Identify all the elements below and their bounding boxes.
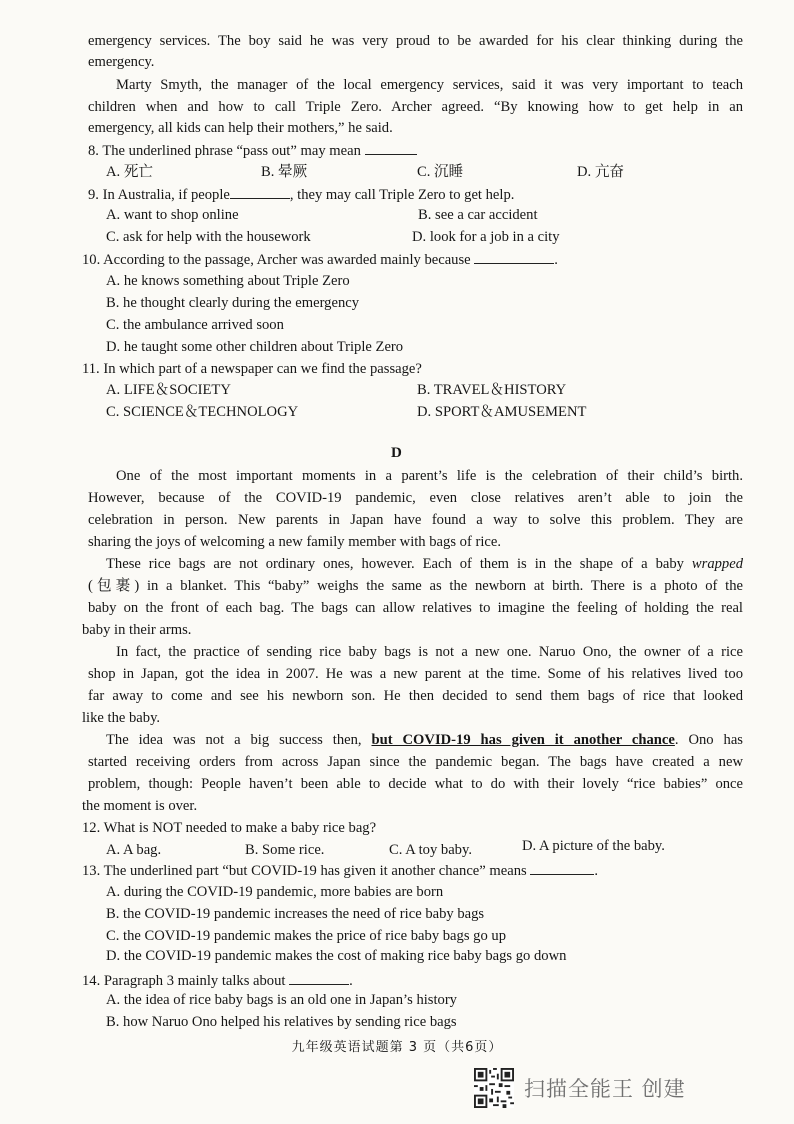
passage-c-line: Marty Smyth, the manager of the local emergency services, said it was very important to teach (116, 77, 743, 93)
page-footer: 九年级英语试题第 3 页（共6页） (291, 1040, 503, 1055)
q10-option-a: A. he knows something about Triple Zero (106, 273, 350, 289)
underlined-phrase: but COVID-19 has given it another chance (371, 732, 675, 748)
answer-blank (289, 970, 349, 985)
qr-code-icon (474, 1068, 514, 1108)
q14-option-a: A. the idea of rice baby bags is an old one in Japan’s history (106, 992, 457, 1008)
q8-option-b: B. 晕厥 (261, 164, 308, 180)
q12-option-c: C. A toy baby. (389, 842, 472, 858)
q8-option-c: C. 沉睡 (417, 164, 464, 180)
q9-option-b: B. see a car accident (418, 207, 538, 223)
passage-d-line: One of the most important moments in a parent’s life is the celebration of their child’s birth. (116, 468, 743, 484)
q8-option-d: D. 亢奋 (577, 164, 625, 180)
passage-c-line: emergency, all kids can help their mothers,” he said. (88, 120, 393, 136)
q13-option-d: D. the COVID-19 pandemic makes the cost of making rice baby bags go down (106, 948, 567, 964)
passage-c-line: emergency services. The boy said he was very proud to be awarded for his clear thinking during the (88, 33, 743, 49)
watermark-text: 扫描全能王 创建 (524, 1077, 686, 1101)
q10-option-d: D. he taught some other children about Triple Zero (106, 339, 404, 355)
q14-option-b: B. how Naruo Ono helped his relatives by sending rice bags (106, 1014, 457, 1030)
q9-option-a: A. want to shop online (106, 207, 239, 223)
passage-d-line: far away to come and see his newborn son. He then decided to send them bags of rice that looked (88, 688, 743, 704)
question-8-stem: 8. The underlined phrase “pass out” may mean (88, 140, 417, 161)
passage-d-line: However, because of the COVID-19 pandemic, even close relatives aren’t able to join the (88, 490, 743, 506)
q12-option-a: A. A bag. (106, 842, 162, 858)
answer-blank (230, 184, 290, 199)
passage-d-line: baby in their arms. (82, 622, 192, 638)
q10-option-c: C. the ambulance arrived soon (106, 317, 284, 333)
question-14-stem: 14. Paragraph 3 mainly talks about . (82, 970, 353, 991)
passage-d-line: (包裹) in a blanket. This “baby” weighs the same as the newborn at birth. There is a photo of the (88, 578, 743, 594)
passage-d-line: celebration in person. New parents in Japan have found a way to solve this problem. They are (88, 512, 743, 528)
passage-d-line: The idea was not a big success then, but COVID-19 has given it another chance. Ono has (106, 732, 743, 748)
q12-option-d: D. A picture of the baby. (522, 838, 665, 854)
q9-option-d: D. look for a job in a city (412, 229, 560, 245)
answer-blank (474, 249, 554, 264)
passage-d-line: sharing the joys of welcoming a new family member with bags of rice. (88, 534, 501, 550)
q13-option-c: C. the COVID-19 pandemic makes the price of rice baby bags go up (106, 928, 506, 944)
question-13-stem: 13. The underlined part “but COVID-19 has given it another chance” means . (82, 860, 598, 881)
scanner-watermark (474, 1068, 686, 1108)
q12-option-b: B. Some rice. (245, 842, 325, 858)
question-11-stem: 11. In which part of a newspaper can we find the passage? (82, 361, 422, 377)
question-9-stem: 9. In Australia, if people , they may call Triple Zero to get help. (88, 184, 514, 205)
q11-option-d: D. SPORT＆AMUSEMENT (417, 404, 587, 420)
q8-option-a: A. 死亡 (106, 164, 154, 180)
answer-blank (365, 140, 417, 155)
q11-option-b: B. TRAVEL＆HISTORY (417, 382, 567, 398)
passage-d-line: problem, though: People haven’t been able to decide what to do with their lovely “rice babies” once (88, 776, 743, 792)
question-10-stem: 10. According to the passage, Archer was awarded mainly because . (82, 249, 558, 270)
passage-c-line: emergency. (88, 54, 155, 70)
section-d-heading: D (391, 445, 402, 461)
answer-blank (530, 860, 594, 875)
q13-option-b: B. the COVID-19 pandemic increases the need of rice baby bags (106, 906, 485, 922)
passage-d-line: baby on the front of each bag. The bags can allow relatives to imagine the feeling of holding the real (88, 600, 743, 616)
passage-d-line: started receiving orders from across Japan since the pandemic began. The bags have created a new (88, 754, 743, 770)
question-12-stem: 12. What is NOT needed to make a baby rice bag? (82, 820, 377, 836)
passage-c-line: children when and how to call Triple Zero. Archer agreed. “By knowing how to get help in an (88, 99, 743, 115)
q10-option-b: B. he thought clearly during the emergency (106, 295, 360, 311)
q11-option-c: C. SCIENCE＆TECHNOLOGY (106, 404, 299, 420)
passage-d-line: These rice bags are not ordinary ones, however. Each of them is in the shape of a baby wrapped (106, 556, 743, 572)
passage-d-line: shop in Japan, got the idea in 2007. He was a new parent at the time. Some of his relatives lived too (88, 666, 743, 682)
q13-option-a: A. during the COVID-19 pandemic, more babies are born (106, 884, 444, 900)
q9-option-c: C. ask for help with the housework (106, 229, 311, 245)
passage-d-line: In fact, the practice of sending rice baby bags is not a new one. Naruo Ono, the owner of a rice (116, 644, 743, 660)
passage-d-line: the moment is over. (82, 798, 198, 814)
q11-option-a: A. LIFE＆SOCIETY (106, 382, 231, 398)
passage-d-line: like the baby. (82, 710, 161, 726)
